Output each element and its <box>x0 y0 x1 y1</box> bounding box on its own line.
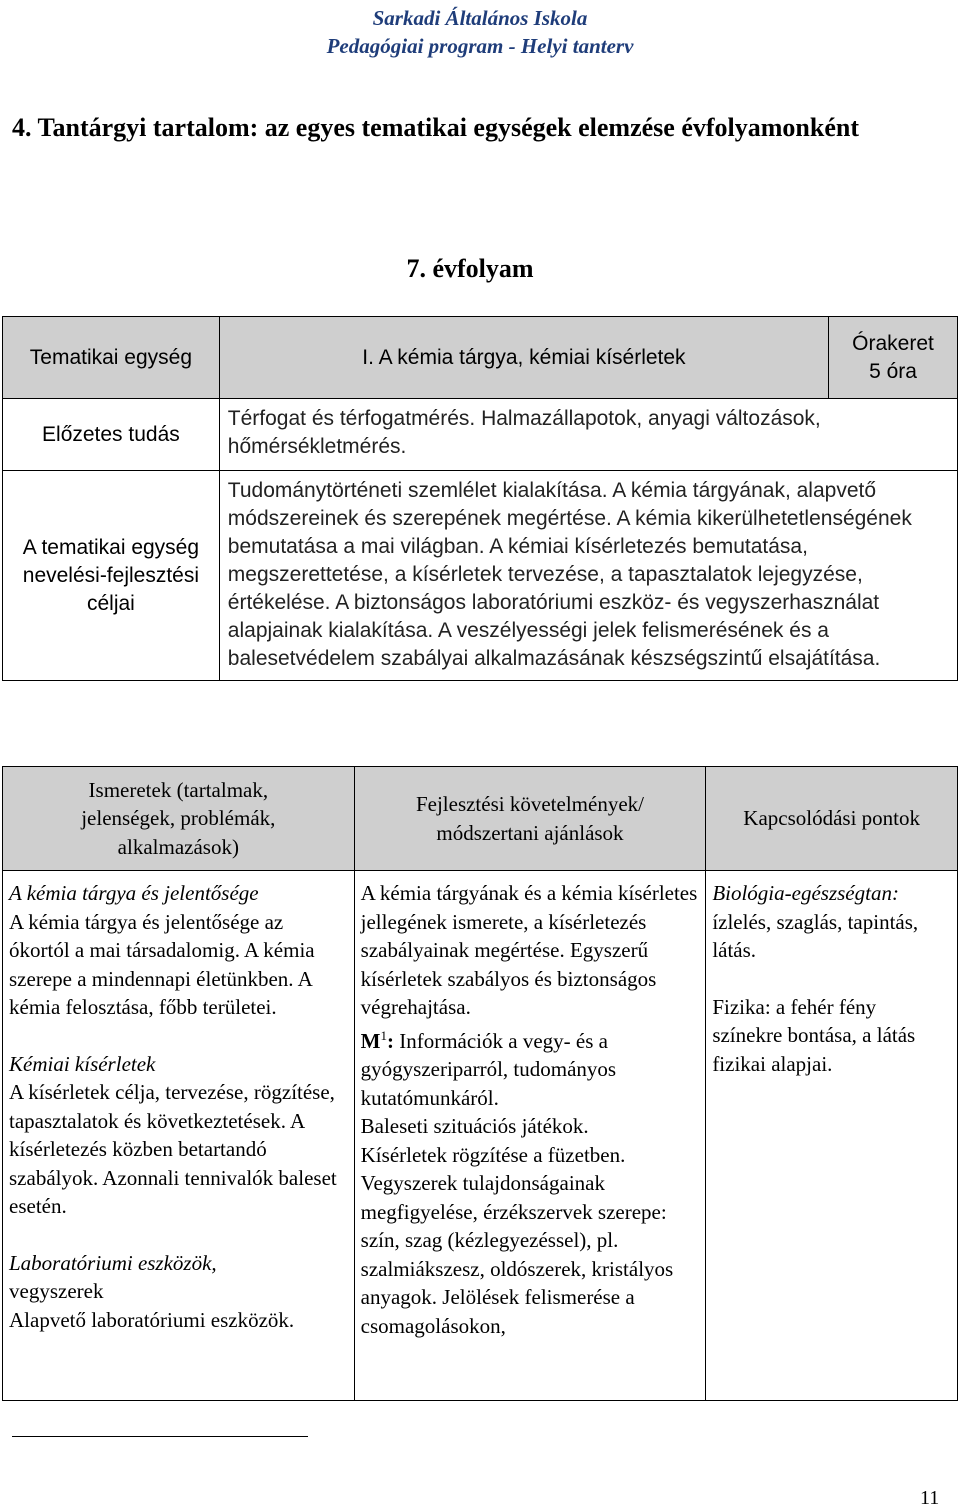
m-label: M <box>360 1028 381 1053</box>
school-name: Sarkadi Általános Iskola <box>372 6 588 30</box>
topic-text: A kísérletek célja, tervezése, rögzítése, tapasztalatok és következtetések. A kísérletezés közben betartandó szabályok. Azonnali tennivalók baleset esetén. <box>9 1080 337 1218</box>
physics-text: Fizika: a fehér fény színekre bontása, a látás fizikai alapjai. <box>712 994 916 1076</box>
topic-title: A kémia tárgya és jelentősége <box>9 881 259 905</box>
hours-cell <box>829 317 958 399</box>
header-requirements: Fejlesztési követelmények/ módszertani ajánlások <box>354 767 706 871</box>
knowledge-cell <box>3 871 355 1401</box>
goals-label: A tematikai egység nevelési-fejlesztési céljai <box>3 471 220 681</box>
physics-label: Fizika <box>712 994 765 1019</box>
requirement-text: A kémia tárgyának és a kémia kísérletes jellegének ismerete, a kísérletezés szabályainak megértése. Egyszerű kísérletek szabályos és biztonságos végrehajtása. <box>360 881 698 1019</box>
requirement-m-line <box>361 1022 700 1113</box>
requirement-text: Vegyszerek tulajdonságainak megfigyelése, érzékszervek szerepe: szín, szag (kézlegyezéssel), pl. szalmiákszesz, oldószerek, kristályos anyagok. Jelölések felismerése a csomagolásokon, <box>360 1171 674 1338</box>
content-table <box>2 766 958 1401</box>
prior-text: Térfogat és térfogatmérés. Halmazállapotok, anyagi változások, hőmérsékletmérés. <box>219 399 957 471</box>
grade-title: 7. évfolyam <box>406 254 534 283</box>
goals-row <box>3 471 958 681</box>
document-subtitle: Pedagógiai program - Helyi tanterv <box>326 34 634 58</box>
requirement-text: Kísérletek rögzítése a füzetben. <box>360 1142 626 1167</box>
prior-label: Előzetes tudás <box>3 399 220 471</box>
hours-value: 5 óra <box>869 359 917 383</box>
prior-row <box>3 399 958 471</box>
connections-cell <box>706 871 958 1401</box>
footnote-separator <box>12 1436 308 1437</box>
unit-row <box>3 317 958 399</box>
header-knowledge: Ismeretek (tartalmak, jelenségek, problémák, alkalmazások) <box>3 767 355 871</box>
unit-title: I. A kémia tárgya, kémiai kísérletek <box>219 317 828 399</box>
topic-subtitle: vegyszerek <box>9 1279 104 1303</box>
unit-label: Tematikai egység <box>3 317 220 399</box>
header-connections: Kapcsolódási pontok <box>706 767 958 871</box>
topic-text: A kémia tárgya és jelentősége az ókortól a mai társadalomig. A kémia szerepe a mindennapi életünkben. A kémia felosztása, főbb területei. <box>9 909 315 1019</box>
biology-text: ízlelés, szaglás, tapintás, látás. <box>712 909 919 962</box>
biology-title: Biológia-egészségtan: <box>712 881 899 905</box>
topic-title: Laboratóriumi eszközök, <box>9 1250 217 1275</box>
topic-text: Alapvető laboratóriumi eszközök. <box>9 1307 295 1332</box>
section-title: 4. Tantárgyi tartalom: az egyes tematikai egységek elemzése évfolyamonként <box>12 113 859 142</box>
document-header <box>0 4 960 60</box>
hours-label: Órakeret <box>852 331 934 355</box>
page-number: 11 <box>920 1487 940 1509</box>
requirements-cell <box>354 871 706 1401</box>
unit-table <box>2 316 958 681</box>
m-footnote: 1 <box>380 1027 387 1043</box>
content-header-row <box>3 767 958 871</box>
topic-title: Kémiai kísérletek <box>9 1051 156 1076</box>
goals-text: Tudománytörténeti szemlélet kialakítása. A kémia tárgyának, alapvető módszereinek és szerepének megértése. A kémia kikerülhetetlenségének bemutatása a mai világban. A kémiai kísérletezés bemutatása, megszerettetése, a kísérletek tervezése, a tapasztalatok lejegyzése, értékelése. A biztonságos laboratóriumi eszköz- és vegyszerhasználat alapjainak kialakítása. A veszélyességi jelek felismerésének és a balesetvédelem szabályai alkalmazásának készségszintű elsajátítása. <box>219 471 957 681</box>
m-colon: : <box>386 1028 394 1053</box>
content-row <box>3 871 958 1401</box>
requirement-text: Baleseti szituációs játékok. <box>360 1114 589 1138</box>
m-text: Információk a vegy- és a gyógyszeriparról, tudományos kutatómunkáról. <box>360 1028 617 1110</box>
